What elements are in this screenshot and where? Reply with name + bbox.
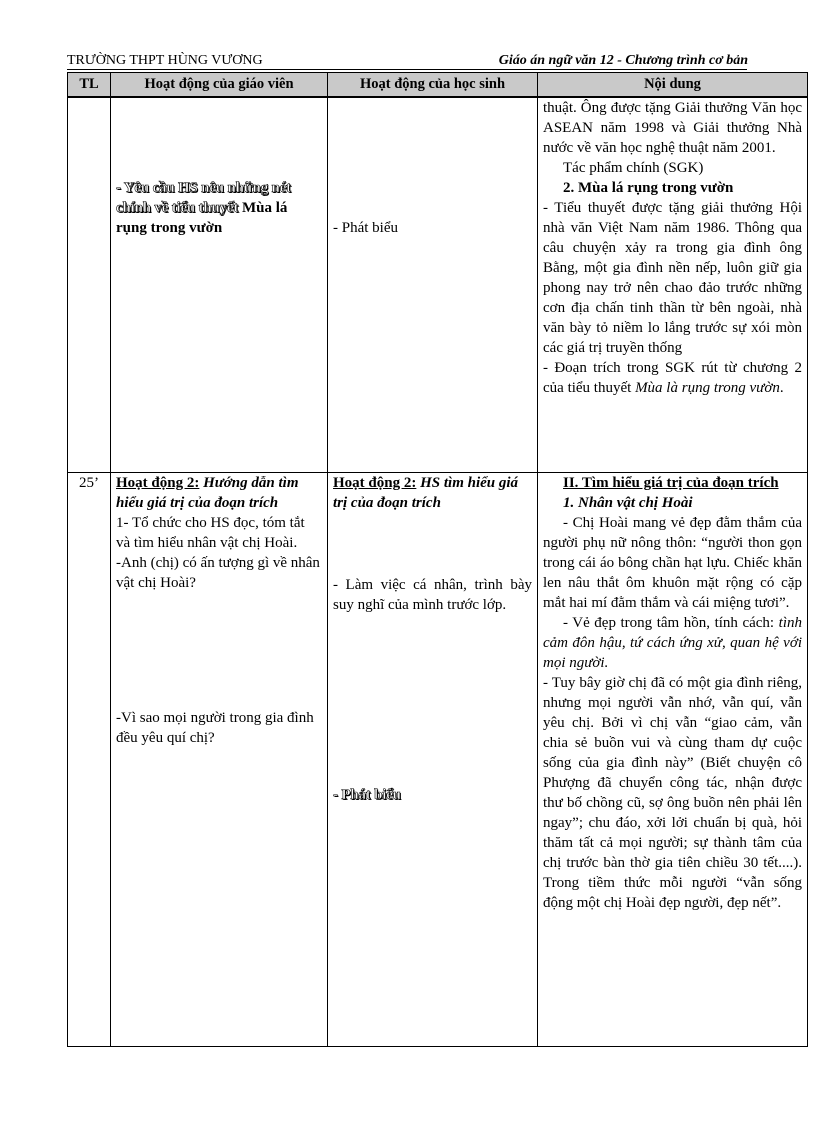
header-rule — [67, 69, 747, 70]
column-header-student: Hoạt động của học sinh — [328, 73, 538, 98]
content-emphasis: tình cảm đôn hậu, tứ cách ứng xử, quan hệ với mọi người. — [543, 614, 802, 671]
activity-heading — [116, 473, 322, 513]
content-subheading: 2. Mùa lá rụng trong vườn — [563, 180, 734, 196]
activity-heading — [333, 473, 532, 513]
column-header-tl: TL — [68, 73, 111, 98]
lesson-plan-table — [67, 72, 808, 1047]
student-activity-cell — [328, 472, 538, 1046]
teacher-prompt-title: Mùa lá rụng trong vườn — [116, 200, 288, 236]
time-cell: 25’ — [68, 472, 111, 1046]
program-title: Giáo án ngữ văn 12 - Chương trình cơ bản — [498, 53, 748, 68]
teacher-prompt-emphasis: - Yêu cầu HS nêu những nét chính về tiểu thuyết — [116, 180, 291, 216]
content-cell — [538, 97, 808, 472]
content-paragraph: - Tiểu thuyết được tặng giải thưởng Hội nhà văn Việt Nam năm 1986. Thông qua câu chuyện xảy ra trong gia đình ông Bằng, một gia đình nền nếp, luôn giữ gia phong nay trở nên chao đảo trước những cơn địa chấn tinh thần từ bên ngoài, nhà văn bày tỏ niềm lo lắng trước sự xói mòn các giá trị truyền thống — [543, 200, 802, 356]
work-title: Mùa là rụng trong vườn — [635, 380, 780, 396]
student-activity-cell — [328, 97, 538, 472]
content-paragraph — [543, 613, 802, 673]
content-text: - Vẻ đẹp trong tâm hồn, tính cách: — [563, 614, 779, 631]
teacher-activity-cell — [111, 472, 328, 1046]
table-row — [68, 97, 808, 472]
content-cell — [538, 472, 808, 1046]
content-paragraph: thuật. Ông được tặng Giải thưởng Văn học ASEAN năm 1998 và Giải thưởng Nhà nước về văn học nghệ thuật năm 2001. — [543, 100, 802, 156]
teacher-question: -Anh (chị) có ấn tượng gì về nhân vật chị Hoài? — [116, 554, 320, 591]
teacher-task: 1- Tổ chức cho HS đọc, tóm tắt và tìm hiểu nhân vật chị Hoài. — [116, 514, 305, 551]
table-row — [68, 472, 808, 1046]
activity-label: Hoạt động 2: — [333, 474, 417, 491]
table-header-row — [68, 73, 808, 98]
student-response: - Phát biểu — [333, 220, 398, 236]
section-heading: II. Tìm hiểu giá trị của đoạn trích — [563, 474, 779, 491]
content-text: . — [779, 380, 784, 396]
school-name: TRƯỜNG THPT HÙNG VƯƠNG — [67, 53, 263, 68]
teacher-question: -Vì sao mọi người trong gia đình đều yêu quí chị? — [116, 709, 314, 746]
content-paragraph: - Chị Hoài mang vẻ đẹp đằm thắm của người phụ nữ nông thôn: “người thon gọn trong cái áo bông chần hạt lựu. Chiếc khăn len nâu thắt ôm khuôn mặt rộng có cặp mắt hai mí đằm thắm và cái miệng tươi”. — [543, 514, 802, 611]
time-cell — [68, 97, 111, 472]
content-paragraph: Tác phẩm chính (SGK) — [563, 160, 704, 176]
content-subheading: 1. Nhân vật chị Hoài — [563, 494, 693, 511]
column-header-content: Nội dung — [538, 73, 808, 98]
content-text: - Đoạn trích trong SGK rút từ chương 2 của tiểu thuyết — [543, 360, 802, 396]
activity-title: Hướng dẫn tìm hiểu giá trị của đoạn trích — [116, 474, 299, 511]
student-response: - Phát biểu — [333, 786, 401, 803]
column-header-teacher: Hoạt động của giáo viên — [111, 73, 328, 98]
teacher-prompt — [116, 178, 322, 238]
teacher-activity-cell — [111, 97, 328, 472]
activity-label: Hoạt động 2: — [116, 474, 200, 491]
student-task: - Làm việc cá nhân, trình bày suy nghĩ của mình trước lớp. — [333, 576, 532, 613]
content-paragraph: - Tuy bây giờ chị đã có một gia đình riêng, nhưng mọi người vẫn nhớ, vẫn quí, vẫn yêu chị. Bởi vì chị vẫn “giao cảm, vẫn chia sẻ buồn vui và cùng tham dự cuộc sống của gia đình này” (Biết chuyện cô Phượng đã chuyển công tác, nhận được thư bố chồng cũ, sợ ông buồn nên phải lên ngay”; chu đáo, xởi lởi chuẩn bị quà, hỏi thăm tất cả mọi người; sự thành tâm của chị trước bàn thờ gia tiên chiều 30 tết....). Trong tiềm thức mỗi người “vẫn sống động một chị Hoài đẹp người, đẹp nết”. — [543, 674, 802, 911]
activity-title: HS tìm hiểu giá trị của đoạn trích — [333, 474, 519, 511]
page-header — [67, 53, 806, 71]
content-paragraph — [543, 358, 802, 398]
